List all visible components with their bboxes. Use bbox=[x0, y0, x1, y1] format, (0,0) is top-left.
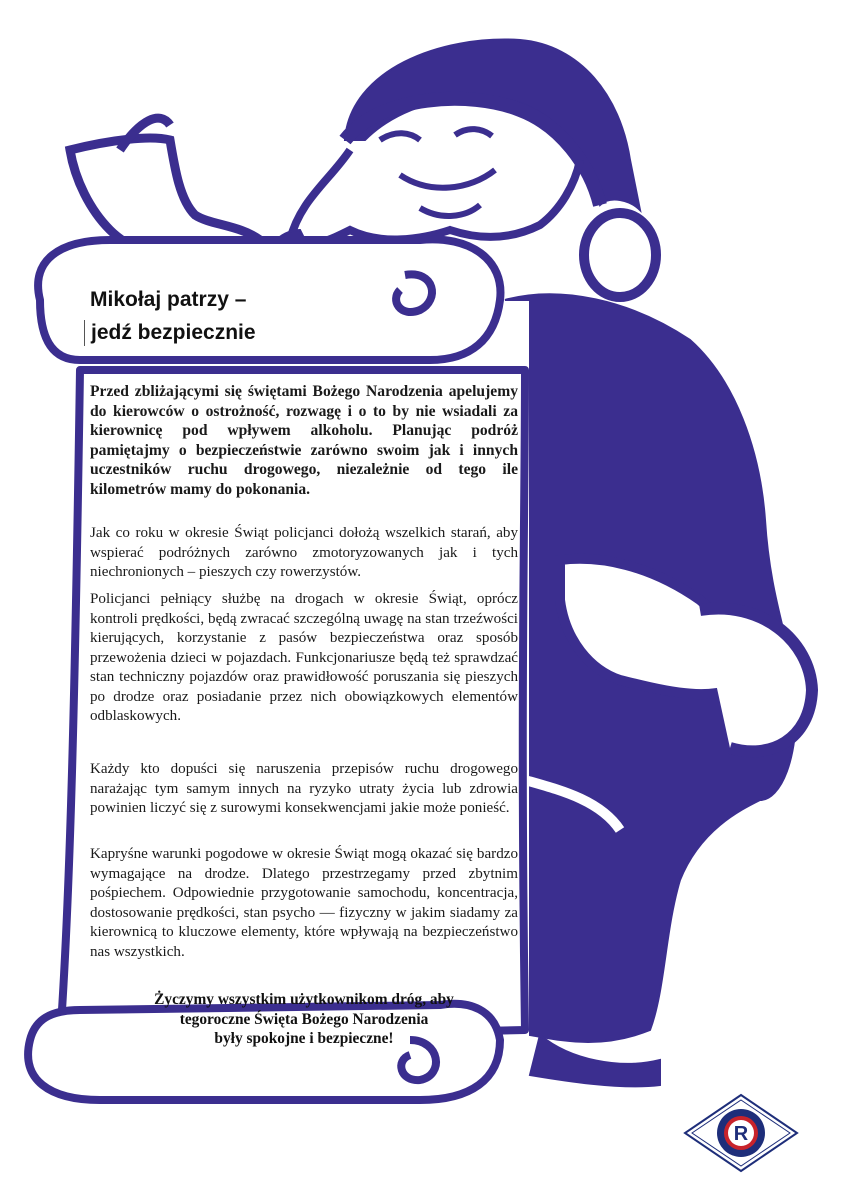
body-paragraph: Jak co roku w okresie Świąt policjanci dołożą wszelkich starań, aby wspierać podróżnych zarówno zmotoryzowanych jak i tych niechronionych – pieszych czy rowerzystów. bbox=[90, 525, 518, 580]
body-paragraph: Kapryśne warunki pogodowe w okresie Świąt mogą okazać się bardzo wymagające na drodze. Dlatego przestrzegamy przed zbytnim pośpiechem. Odpowiednie przygotowanie samochodu, koncentracja, dostosowanie prędkości, stan psycho — fizyczny w jakim siadamy za kierownicą to kluczowe elementy, które wpływają na bezpieczeństwo nas wszystkich. bbox=[90, 846, 518, 960]
santa-face-details bbox=[380, 129, 495, 216]
headline-line-1: Mikołaj patrzy – bbox=[90, 288, 247, 311]
logo-letter: R bbox=[733, 1123, 749, 1145]
closing-line-3: były spokojne i bezpieczne! bbox=[214, 1030, 394, 1047]
hat-pompom bbox=[584, 213, 656, 297]
closing-wishes bbox=[90, 990, 518, 1049]
closing-line-1: Życzymy wszystkim użytkownikom dróg, aby bbox=[154, 991, 454, 1008]
traffic-police-logo-icon bbox=[683, 1093, 799, 1173]
closing-line-2: tegoroczne Święta Bożego Narodzenia bbox=[179, 1010, 429, 1028]
body-paragraph: Każdy kto dopuści się naruszenia przepisów ruchu drogowego narażając tym samym innych na ryzyko utraty życia lub zdrowia powinien liczyć się z surowymi konsekwencjami jakie może ponieść. bbox=[90, 761, 518, 816]
santa-beard bbox=[290, 150, 580, 244]
lead-paragraph: Przed zbliżającymi się świętami Bożego Narodzenia apelujemy do kierowców o ostrożność, rozwagę i o to by nie wsiadali za kierownicę pod wpływem alkoholu. Planując podróż pamiętajmy o bezpieczeństwie zarówno swoim jak i innych uczestników ruchu drogowego, niezależnie od tego ile kilometrów mamy do pokonania. bbox=[90, 383, 518, 498]
body-paragraph: Policjanci pełniący służbę na drogach w okresie Świąt, oprócz kontroli prędkości, będą zwracać szczególną uwagę na stan trzeźwości kierujących, korzystanie z pasów bezpieczeństwa oraz sposób przewożenia dzieci w pojazdach. Funkcjonariusze będą też sprawdzać stan techniczny pojazdów oraz prawidłowość poruszania się pieszych po drodze oraz posiadanie przez nich obowiązkowych elementów odblaskowych. bbox=[90, 591, 518, 724]
headline-line-2: jedź bezpiecznie bbox=[84, 320, 256, 346]
